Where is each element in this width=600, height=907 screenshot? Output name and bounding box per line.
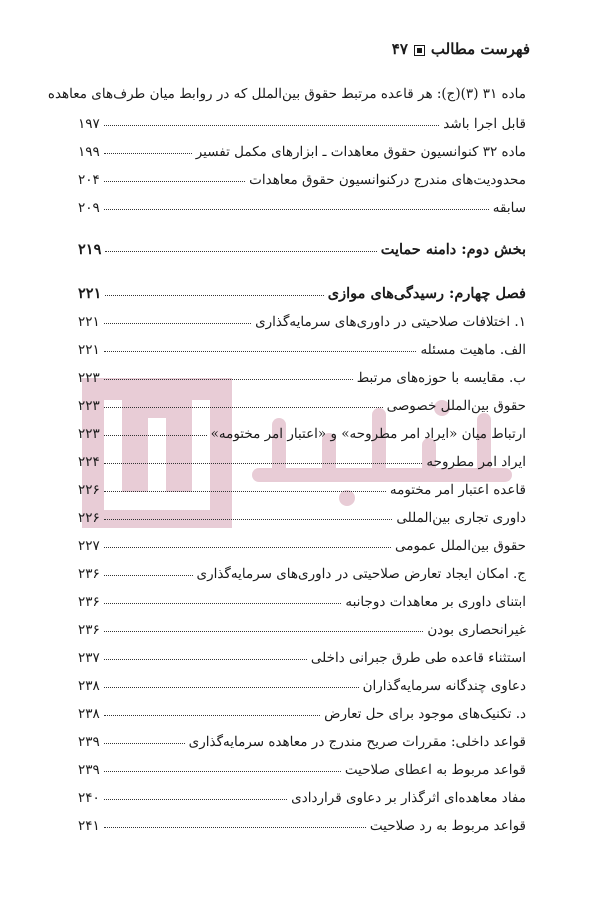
toc-dot-leader <box>104 351 417 352</box>
toc-entry <box>78 472 562 498</box>
toc-page-number: ۲۳۹ <box>78 762 100 778</box>
toc-entry-title: ج. امکان ایجاد تعارض صلاحیتی در داوری‌های سرمایه‌گذاری <box>196 566 526 582</box>
toc-entry <box>78 696 540 722</box>
toc-entry-title: ماده ۳۱ (۳)(ج): هر قاعده مرتبط حقوق بین‌الملل که در روابط میان طرف‌های معاهده <box>47 86 526 102</box>
toc-entry-title: ب. مقایسه با حوزه‌های مرتبط <box>356 370 526 386</box>
toc-entry <box>78 332 540 358</box>
toc-page-number: ۲۲۳ <box>78 370 100 386</box>
toc-dot-leader <box>104 687 359 688</box>
toc-entry <box>78 528 554 554</box>
toc-page-number: ۲۳۶ <box>78 566 100 582</box>
toc-entry <box>78 808 562 834</box>
toc-page-number: ۲۱۹ <box>78 241 102 258</box>
toc-page-number: ۲۳۷ <box>78 650 100 666</box>
toc-page-number: ۲۴۰ <box>78 790 100 806</box>
toc-entry-title: ماده ۳۲ کنوانسیون حقوق معاهدات ـ ابزارهای مکمل تفسیر <box>195 144 526 160</box>
toc-page-number: ۱۹۷ <box>78 116 100 132</box>
toc-entry <box>78 106 566 132</box>
toc-page-number: ۲۳۶ <box>78 622 100 638</box>
toc-dot-leader <box>104 715 320 716</box>
toc-page-number: ۲۰۹ <box>78 200 100 216</box>
toc-page-number: ۲۴۱ <box>78 818 100 834</box>
toc-entry-title: قابل اجرا باشد <box>443 116 526 132</box>
toc-dot-leader <box>104 435 207 436</box>
toc-dot-leader <box>104 827 366 828</box>
toc-dot-leader <box>104 209 489 210</box>
toc-page-number: ۲۲۶ <box>78 482 100 498</box>
toc-page-number: ۲۲۳ <box>78 426 100 442</box>
toc-entry-title: ارتباط میان «ایراد امر مطروحه» و «اعتبار امر مختومه» <box>210 426 526 442</box>
toc-entry <box>78 416 554 442</box>
toc-dot-leader <box>104 603 342 604</box>
toc-dot-leader <box>104 181 245 182</box>
toc-entry <box>78 162 526 188</box>
toc-dot-leader <box>104 491 386 492</box>
toc-entry-title: د. تکنیک‌های موجود برای حل تعارض <box>324 706 526 722</box>
toc-entry <box>78 668 554 694</box>
toc-entry <box>78 556 540 582</box>
toc-dot-leader <box>104 519 393 520</box>
toc-page-number: ۲۲۴ <box>78 454 100 470</box>
toc-entry-title: مفاد معاهده‌ای اثرگذار بر دعاوی قراردادی <box>291 790 526 806</box>
toc-entry-title: محدودیت‌های مندرج درکنوانسیون حقوق معاهدات <box>249 172 526 188</box>
toc-dot-leader <box>104 575 193 576</box>
toc-page-number: ۲۲۶ <box>78 510 100 526</box>
toc-dot-leader <box>104 659 307 660</box>
toc-page-number: ۲۲۷ <box>78 538 100 554</box>
header-page-number: ۴۷ <box>391 40 408 58</box>
toc-dot-leader <box>104 547 391 548</box>
toc-dot-leader <box>104 125 440 126</box>
toc-entry-title: قاعده اعتبار امر مختومه <box>389 482 526 498</box>
toc-page-number: ۲۳۶ <box>78 594 100 610</box>
toc-dot-leader <box>104 407 383 408</box>
toc-page-number: ۲۲۱ <box>78 342 100 358</box>
toc-entry-title: ابتنای داوری بر معاهدات دوجانبه <box>345 594 526 610</box>
toc-entry <box>78 276 526 302</box>
toc-entry <box>78 388 554 414</box>
toc-entry-title: بخش دوم: دامنه حمایت <box>380 241 526 258</box>
toc-page-number: ۲۲۱ <box>78 285 102 302</box>
header-title: فهرست مطالب <box>430 40 530 58</box>
toc-page-number: ۲۳۸ <box>78 678 100 694</box>
toc-dot-leader <box>105 295 323 296</box>
toc-page-number: ۲۰۴ <box>78 172 100 188</box>
toc-entry <box>78 640 554 666</box>
toc-entry-title: داوری تجاری بین‌المللی <box>396 510 526 526</box>
toc-entry <box>78 232 526 258</box>
toc-entry-title: قواعد مربوط به رد صلاحیت <box>369 818 526 834</box>
square-ornament-icon <box>414 45 425 56</box>
toc-page-number: ۲۳۹ <box>78 734 100 750</box>
toc-entry-title: فصل چهارم: رسیدگی‌های موازی <box>327 285 526 302</box>
toc-page-number: ۱۹۹ <box>78 144 100 160</box>
toc-entry <box>78 780 570 806</box>
toc-entry-title: حقوق بین‌الملل عمومی <box>395 538 526 554</box>
toc-entry <box>78 360 540 386</box>
toc-dot-leader <box>104 379 353 380</box>
toc-entry-title: ۱. اختلافات صلاحیتی در داوری‌های سرمایه‌گذاری <box>255 314 526 330</box>
toc-entry-title: قواعد مربوط به اعطای صلاحیت <box>344 762 526 778</box>
toc-entry <box>78 444 554 470</box>
toc-page-number: ۲۲۱ <box>78 314 100 330</box>
toc-dot-leader <box>104 771 341 772</box>
toc-dot-leader <box>104 323 251 324</box>
toc-entry-title: سابقه <box>492 200 526 216</box>
toc-page-number: ۲۲۳ <box>78 398 100 414</box>
toc-entry <box>78 304 526 330</box>
toc-dot-leader <box>104 153 192 154</box>
toc-entry-title: قواعد داخلی: مقررات صریح مندرج در معاهده سرمایه‌گذاری <box>188 734 526 750</box>
toc-dot-leader <box>104 631 424 632</box>
toc-page-number: ۲۳۸ <box>78 706 100 722</box>
toc-entry <box>78 134 526 160</box>
running-header <box>70 40 530 58</box>
toc-entry-title: حقوق بین‌الملل خصوصی <box>386 398 526 414</box>
toc-entry <box>78 724 554 750</box>
toc-dot-leader <box>104 799 287 800</box>
toc-dot-leader <box>105 251 376 252</box>
toc-entry-title: غیرانحصاری بودن <box>427 622 526 638</box>
toc-entry <box>78 584 554 610</box>
toc-dot-leader <box>104 463 423 464</box>
toc-entry-title: ایراد امر مطروحه <box>426 454 526 470</box>
toc-entry-title: استثناء قاعده طی طرق جبرانی داخلی <box>310 650 526 666</box>
toc-entry-title: الف. ماهیت مسئله <box>420 342 526 358</box>
toc-entry-title: دعاوی چندگانه سرمایه‌گذاران <box>362 678 526 694</box>
toc-entry <box>78 612 554 638</box>
toc-dot-leader <box>104 743 185 744</box>
toc-entry <box>78 752 562 778</box>
toc-entry <box>78 500 554 526</box>
toc-entry <box>47 76 526 102</box>
toc-entry <box>78 190 526 216</box>
